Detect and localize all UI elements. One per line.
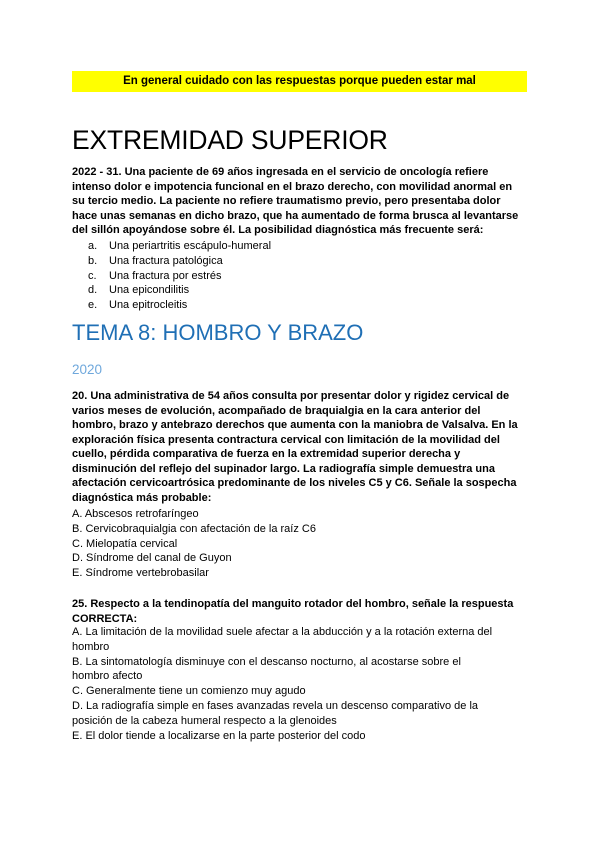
option: B. Cervicobraquialgia con afectación de la raíz C6 [72, 522, 316, 535]
option-letter: d. [88, 284, 98, 297]
option [88, 239, 271, 254]
question-line: diagnóstica más probable: [72, 491, 212, 504]
question-2022-31 [72, 165, 532, 238]
option-text: Una epicondilitis [109, 284, 190, 297]
question-line: hombro, brazo y antebrazo derechos que aumenta con la maniobra de Valsalva. En la [72, 419, 518, 431]
question-25 [72, 597, 530, 626]
option [88, 283, 271, 298]
option-letter: c. [88, 269, 97, 282]
option-line: D. La radiografía simple en fases avanzadas revela un descenso comparativo de la [72, 699, 479, 712]
question-line: exploración física presenta contractura cervical con limitación de la movilidad del [72, 433, 500, 446]
option-line: B. La sintomatología disminuye con el descanso nocturno, al acostarse sobre el [72, 655, 461, 668]
option-letter: a. [88, 240, 98, 252]
question-line: hace unas semanas en dicho brazo, que ha aumentado de forma brusca al levantarse [72, 209, 519, 222]
option-line: E. El dolor tiende a localizarse en la parte posterior del codo [72, 729, 366, 742]
option-line: C. Generalmente tiene un comienzo muy agudo [72, 685, 306, 698]
option [88, 298, 271, 313]
question-2022-31-options [88, 239, 271, 313]
option-text: Una fractura por estrés [109, 269, 222, 282]
question-20-options [72, 507, 316, 581]
question-line: su tercio medio. La paciente no refiere traumatismo previo, pero presentaba dolor [72, 195, 501, 207]
option: D. Síndrome del canal de Guyon [72, 552, 232, 565]
option-line: A. La limitación de la movilidad suele afectar a la abducción y a la rotación externa del [72, 626, 493, 638]
year-heading: 2020 [72, 362, 103, 377]
option-text: Una epitrocleitis [109, 299, 188, 312]
option-line: posición de la cabeza humeral respecto a la glenoides [72, 714, 337, 727]
option: A. Abscesos retrofaríngeo [72, 508, 199, 520]
question-line: 25. Respecto a la tendinopatía del manguito rotador del hombro, señale la respuesta [72, 598, 514, 610]
question-line: del sillón apoyándose sobre él. La posibilidad diagnóstica más frecuente será: [72, 224, 484, 236]
question-line: afectación cervicoartrósica predominante de los niveles C5 y C6. Señale la sospecha [72, 477, 517, 489]
option-text: Una periartritis escápulo-humeral [109, 240, 272, 252]
option [88, 254, 271, 269]
question-20 [72, 389, 530, 505]
option: E. Síndrome vertebrobasilar [72, 567, 209, 580]
question-25-options [72, 625, 532, 743]
question-number: 2022 - 31. [72, 166, 122, 178]
option [88, 269, 271, 284]
option-text: Una fractura patológica [109, 254, 223, 267]
question-line: 2022 - 31. Una paciente de 69 años ingresada en el servicio de oncología refiere [72, 166, 489, 178]
question-line: CORRECTA: [72, 612, 138, 625]
option-letter: b. [88, 254, 98, 267]
warning-banner: En general cuidado con las respuestas porque pueden estar mal [72, 71, 527, 92]
option: C. Mielopatía cervical [72, 537, 178, 550]
section-title: EXTREMIDAD SUPERIOR [72, 125, 388, 155]
option-letter: e. [88, 299, 98, 312]
question-line: varios meses de evolución, acompañado de braquialgia en la cara anterior del [72, 404, 481, 417]
option-line: hombro afecto [72, 670, 143, 683]
question-line: intenso dolor e impotencia funcional en el brazo derecho, con movilidad anormal en [72, 180, 513, 193]
topic-title: TEMA 8: HOMBRO Y BRAZO [72, 320, 364, 345]
question-line: 20. Una administrativa de 54 años consulta por presentar dolor y rigidez cervical de [72, 390, 510, 402]
question-line: disminución del reflejo del supinador largo. La radiografía simple demuestra una [72, 462, 495, 475]
question-line: cuello, pérdida comparativa de fuerza en la extremidad superior derecha y [72, 448, 461, 460]
option-line: hombro [72, 640, 110, 653]
